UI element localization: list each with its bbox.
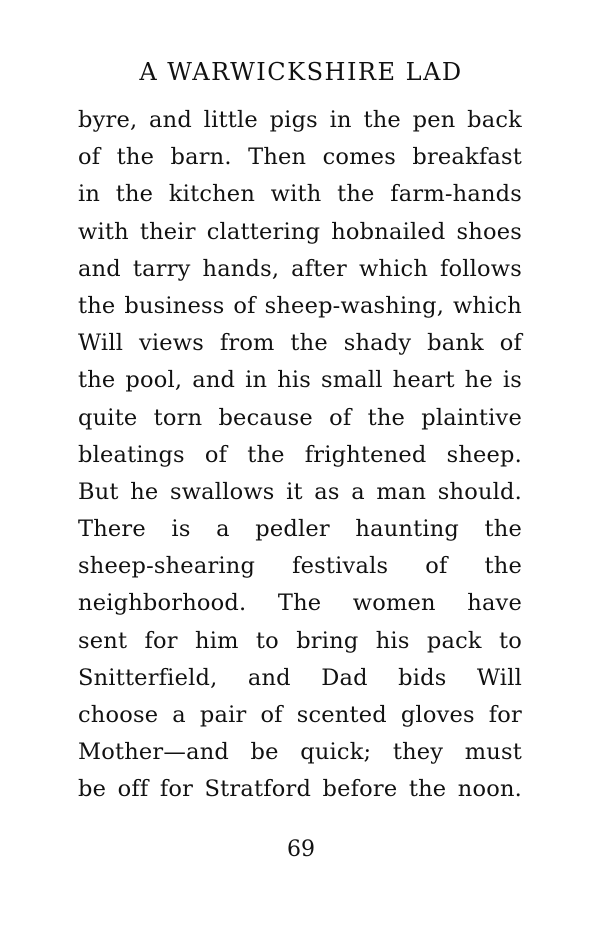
- body-text: [78, 102, 522, 809]
- text-line: bleatings of the frightened sheep.: [78, 441, 522, 468]
- text-line: There is a pedler haunting the: [78, 516, 522, 543]
- text-line: sheep-shearing festivals of the: [78, 553, 522, 580]
- text-line: Snitterfield, and Dad bids Will: [78, 664, 522, 691]
- text-line: Will views from the shady bank of: [78, 330, 522, 357]
- text-line: in the kitchen with the farm-hands: [78, 181, 522, 208]
- text-line: with their clattering hobnailed shoes: [78, 218, 522, 245]
- text-line: But he swallows it as a man should.: [78, 478, 522, 505]
- text-line: choose a pair of scented gloves for: [78, 702, 522, 728]
- text-line: sent for him to bring his pack to: [78, 627, 522, 654]
- text-line: the pool, and in his small heart he is: [78, 367, 522, 394]
- page-number: 69: [287, 837, 315, 862]
- text-line: the business of sheep-washing, which: [78, 292, 522, 319]
- text-line: Mother—and be quick; they must: [78, 739, 522, 766]
- text-line: be off for Stratford before the noon.: [78, 776, 522, 803]
- text-line: and tarry hands, after which follows: [78, 255, 522, 282]
- running-head: A WARWICKSHIRE LAD: [139, 58, 463, 86]
- text-line: of the barn. Then comes breakfast: [78, 144, 522, 171]
- text-line: quite torn because of the plaintive: [78, 404, 522, 431]
- text-line: neighborhood. The women have: [78, 590, 522, 617]
- text-line: byre, and little pigs in the pen back: [78, 107, 522, 133]
